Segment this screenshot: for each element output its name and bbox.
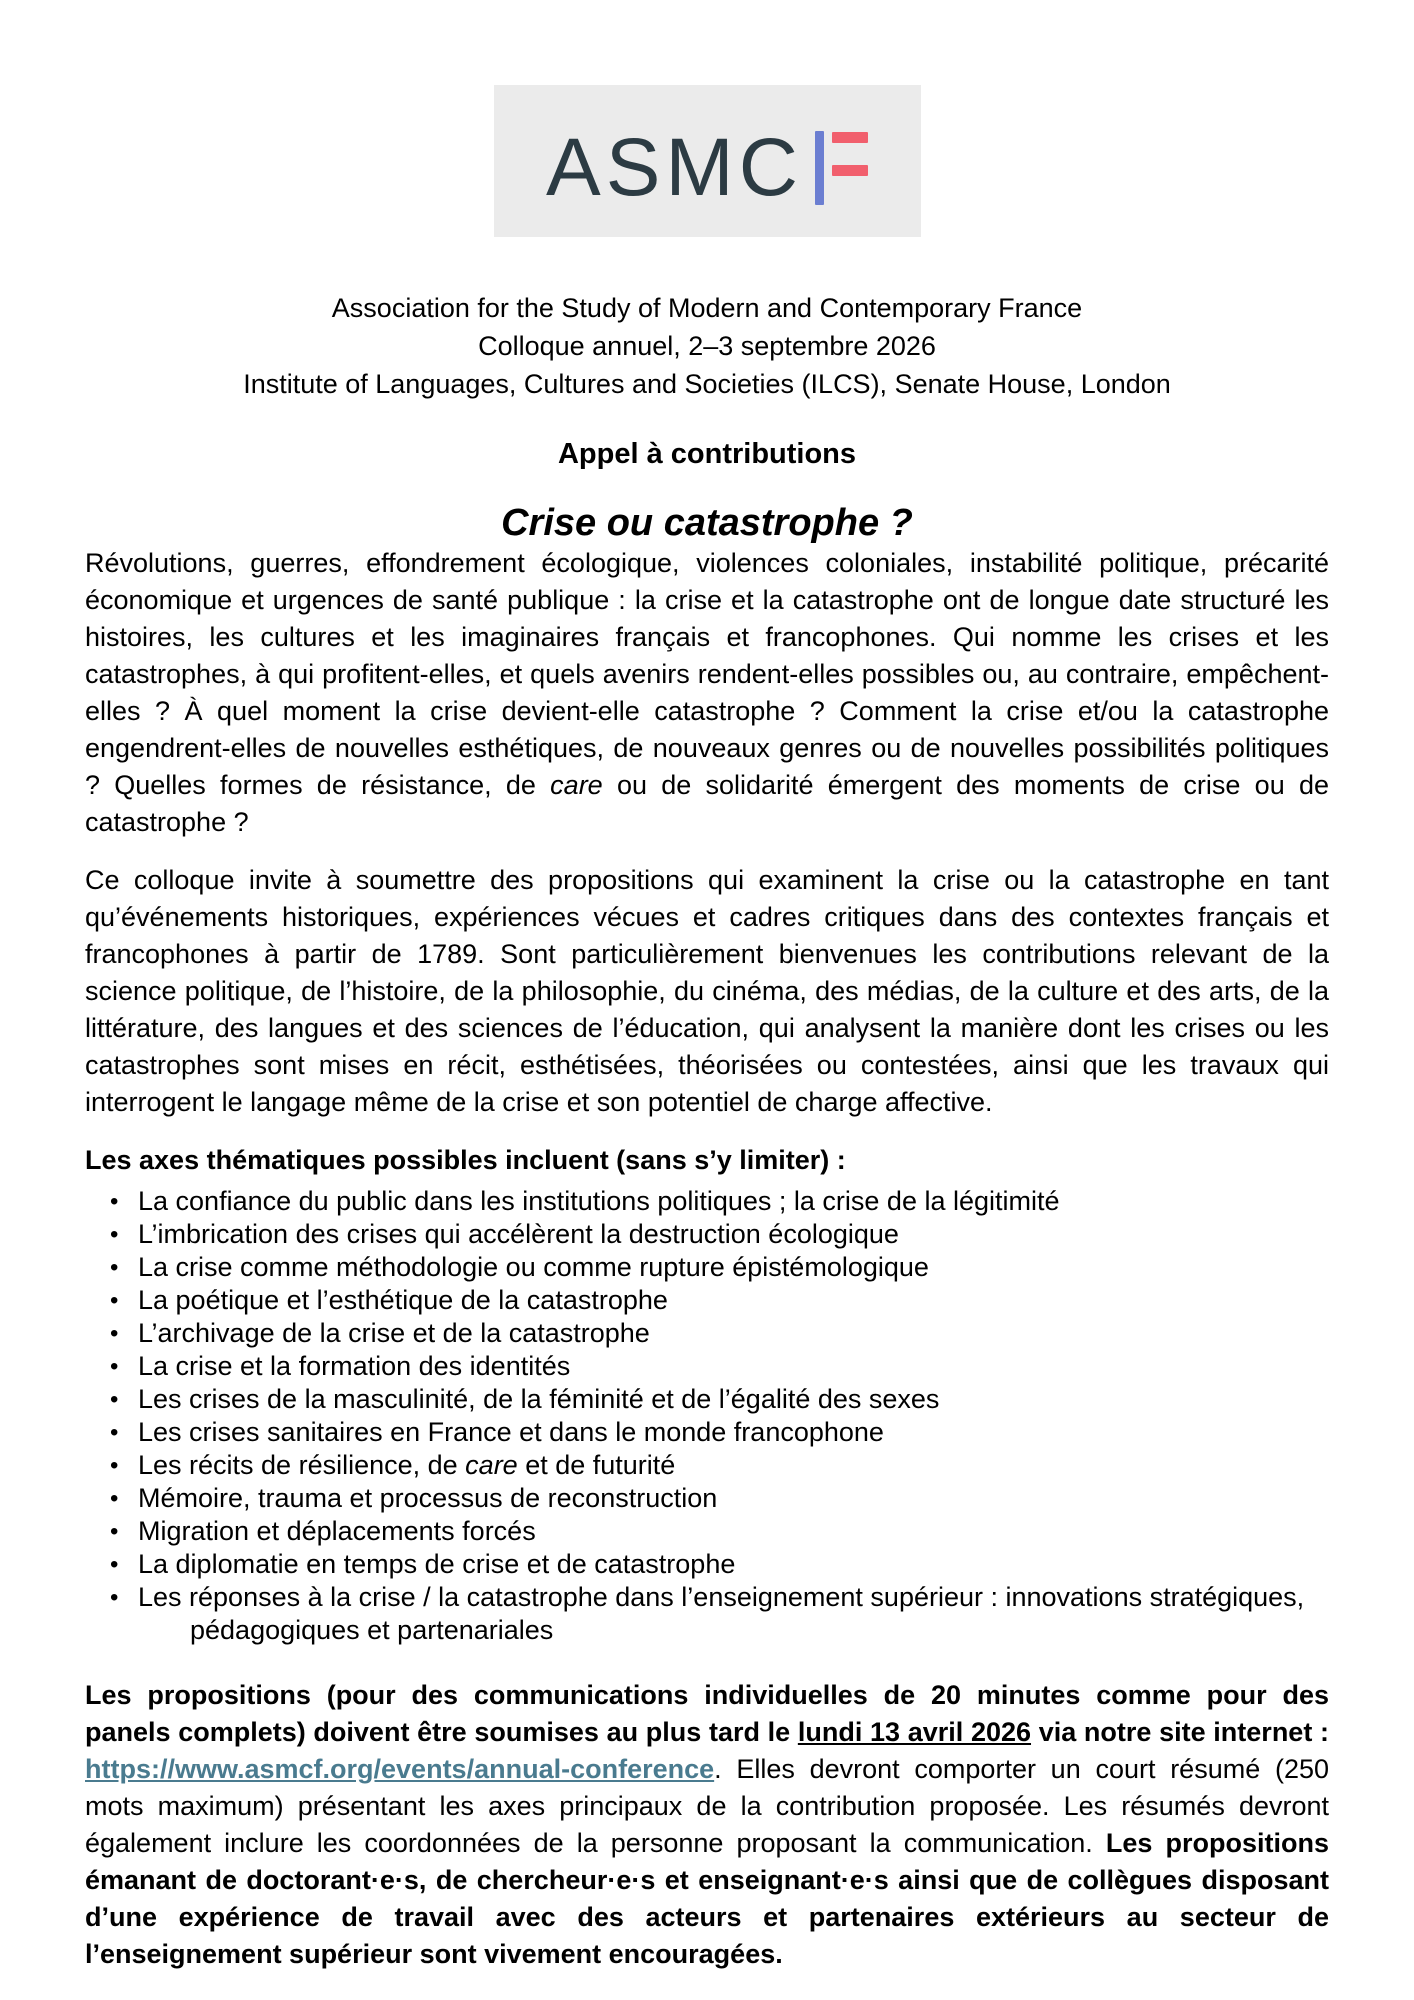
logo-f-middle-bar (832, 165, 868, 176)
text-segment: La diplomatie en temps de crise et de catastrophe (138, 1549, 736, 1579)
conference-theme-title: Crise ou catastrophe ? (501, 502, 913, 544)
call-for-papers-title: Appel à contributions (557, 438, 857, 470)
text-segment: ou de solidarité émergent des moments de crise ou de catastrophe ? (85, 770, 1329, 837)
text-segment: care (550, 770, 603, 800)
asmcf-logo-inner (546, 122, 868, 213)
text-segment: lundi 13 avril 2026 (797, 1717, 1032, 1747)
venue-line: Institute of Languages, Cultures and Societies (ILCS), Senate House, London (243, 369, 1171, 399)
theme-list-item (138, 1185, 1329, 1218)
text-segment: La crise comme méthodologie ou comme rupture épistémologique (138, 1252, 929, 1282)
text-segment: care (465, 1450, 518, 1480)
theme-list-item (138, 1449, 1329, 1482)
themes-heading: Les axes thématiques possibles incluent (sans s’y limiter) : (85, 1145, 846, 1175)
theme-list-item (138, 1218, 1329, 1251)
scope-paragraph (85, 862, 1329, 1121)
theme-list-item (138, 1548, 1329, 1581)
theme-list-item (138, 1350, 1329, 1383)
text-segment: Les crises de la masculinité, de la féminité et de l’égalité des sexes (138, 1384, 940, 1414)
logo-f-horizontal-bars (832, 131, 868, 205)
asmcf-logo-f-icon (815, 131, 868, 205)
text-segment: L’imbrication des crises qui accélèrent la destruction écologique (138, 1219, 899, 1249)
text-segment: et de futurité (517, 1450, 676, 1480)
submission-paragraph (85, 1677, 1329, 1973)
document-body (85, 545, 1329, 1973)
association-name: Association for the Study of Modern and Contemporary France (331, 293, 1083, 323)
text-segment: Les propositions émanant de doctorant·e·s, de chercheur·e·s et enseignant·e·s ainsi que de collègues disposant d’une expérience de travail avec des acteurs et partenaires extérieurs au secteur de l’enseignement supérieur sont vivement encouragées. (85, 1828, 1329, 1969)
theme-list-item (138, 1416, 1329, 1449)
text-segment: Les récits de résilience, de (138, 1450, 466, 1480)
text-segment: La poétique et l’esthétique de la catastrophe (138, 1285, 668, 1315)
text-segment: Mémoire, trauma et processus de reconstruction (138, 1483, 718, 1513)
theme-list-item (138, 1383, 1329, 1416)
text-segment: Migration et déplacements forcés (138, 1516, 536, 1546)
logo-f-vertical-bar (815, 131, 824, 205)
text-segment: La confiance du public dans les institutions politiques ; la crise de la légitimité (138, 1186, 1060, 1216)
colloque-date-line: Colloque annuel, 2–3 septembre 2026 (478, 331, 936, 361)
theme-list-item (138, 1284, 1329, 1317)
asmcf-logo-letters: ASMC (546, 122, 803, 213)
text-segment: . Elles devront comporter un court résumé (250 mots maximum) présentant les axes principaux de la contribution proposée. Les résumés devront également inclure les coordonnées de la personne proposant la communication. (85, 1754, 1329, 1858)
intro-paragraph (85, 545, 1329, 841)
text-segment: Les crises sanitaires en France et dans le monde francophone (138, 1417, 884, 1447)
logo-row (85, 0, 1329, 237)
theme-list-item (138, 1317, 1329, 1350)
text-segment: Révolutions, guerres, effondrement écologique, violences coloniales, instabilité politique, précarité économique et urgences de santé publique : la crise et la catastrophe ont de longue date structuré les histoires, les cultures et les imaginaires français et francophones. Qui nomme les crises et les catastrophes, à qui profitent-elles, et quels avenirs rendent-elles possibles ou, au contraire, empêchent-elles ? À quel moment la crise devient-elle catastrophe ? Comment la crise et/ou la catastrophe engendrent-elles de nouvelles esthétiques, de nouveaux genres ou de nouvelles possibilités politiques ? Quelles formes de résistance, de (85, 548, 1329, 800)
document-header (85, 289, 1329, 403)
text-segment: Les réponses à la crise / la catastrophe dans l’enseignement supérieur : innovations stratégiques, pédagogiques et partenariales (138, 1582, 1305, 1645)
logo-f-top-bar (832, 132, 868, 143)
text-segment: La crise et la formation des identités (138, 1351, 571, 1381)
asmcf-logo (494, 85, 921, 237)
themes-list (85, 1185, 1329, 1647)
text-segment: L’archivage de la crise et de la catastrophe (138, 1318, 650, 1348)
text-segment: Ce colloque invite à soumettre des propositions qui examinent la crise ou la catastrophe en tant qu’événements historiques, expériences vécues et cadres critiques dans des contextes français et francophones à partir de 1789. Sont particulièrement bienvenues les contributions relevant de la science politique, de l’histoire, de la philosophie, du cinéma, des médias, de la culture et des arts, de la littérature, des langues et des sciences de l’éducation, qui analysent la manière dont les crises ou les catastrophes sont mises en récit, esthétisées, théorisées ou contestées, ainsi que les travaux qui interrogent le langage même de la crise et son potentiel de charge affective. (85, 865, 1329, 1117)
annual-conference-link[interactable]: https://www.asmcf.org/events/annual-conference (85, 1754, 715, 1784)
theme-list-item (138, 1515, 1329, 1548)
text-segment: Les propositions (pour des communications individuelles de 20 minutes comme pour des panels complets) doivent être soumises au plus tard le (85, 1680, 1329, 1747)
theme-list-item (138, 1581, 1329, 1647)
theme-list-item (138, 1482, 1329, 1515)
theme-list-item (138, 1251, 1329, 1284)
text-segment: via notre site internet : (1031, 1717, 1329, 1747)
